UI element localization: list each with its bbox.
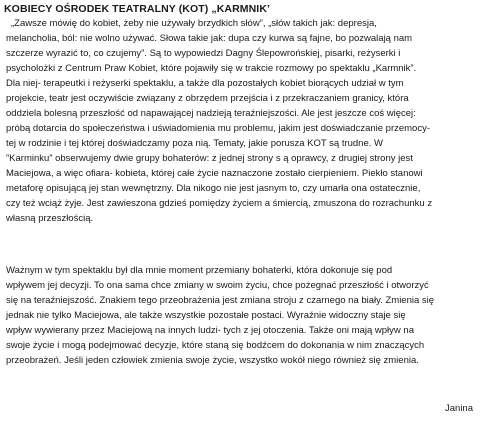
text-line: tej w rodzinie i tej której doświadczamy poza nią. Tematy, jakie porusza KOT są trudne. W — [6, 138, 383, 149]
text-line: wpływem jej decyzji. To ona sama chce zmiany w swoim życiu, chce pożegnać przeszłość i otworzyć — [6, 280, 429, 291]
text-line: się na teraźniejszość. Znakiem tego przeobrażenia jest zmiana stroju z czarnego na biały. Zmienia się — [6, 295, 435, 306]
text-line: czy też wciąż żyje. Jest zawieszona gdzieś pomiędzy życiem a śmiercią, zmuszona do rozrachunku z — [6, 198, 433, 209]
text-line: swoje życie i mogą podejmować decyzje, które staną się bodźcem do dokonania w nim znaczących — [6, 340, 425, 351]
author-signature: Janina — [445, 403, 473, 414]
text-line: Ważnym w tym spektaklu był dla mnie moment przemiany bohaterki, która dokonuje się pod — [6, 265, 393, 276]
document-title: KOBIECY OŚRODEK TEATRALNY (KOT) „KARMNIK’ — [4, 3, 271, 15]
text-line: Maciejowa, a więc ofiara- kobieta, której całe życie naznaczone zostało cierpieniem. Piekło stanowi — [6, 168, 423, 179]
text-line: ”Karminku” obserwujemy dwie grupy bohaterów: z jednej strony s ą oprawcy, z drugiej strony jest — [6, 153, 413, 164]
text-line: psycholożki z Centrum Praw Kobiet, które pojawiły się w trakcie rozmowy po spektaklu „Karmnik”. — [6, 63, 417, 74]
text-line: jednak nie tylko Maciejowa, ale także wszystkie pozostałe postaci. Wyraźnie widoczny staje się — [6, 310, 406, 321]
text-line: przeobrażeń. Jeśli jeden człowiek zmienia swoje życie, wszystko wokół niego również się zmienia. — [6, 355, 419, 366]
text-line: metaforę opisującą jej stan wewnętrzny. Dla nikogo nie jest jasnym to, czy umarła ona ostatecznie, — [6, 183, 421, 194]
text-line: szczerze wyrazić to, co czujemy”. Są to wypowiedzi Dagny Ślepowrońskiej, pisarki, reżyserki i — [6, 48, 401, 59]
text-line: Dla niej- terapeutki i reżyserki spektaklu, a także dla pozostałych kobiet biorących udział w tym — [6, 78, 404, 89]
text-line: wpływ wywierany przez Maciejową na innych ludzi- tych z jej otoczenia. Także oni mają wpływ na — [6, 325, 414, 336]
text-line: „Zawsze mówię do kobiet, żeby nie używały brzydkich słów”, „słów takich jak: depresja, — [11, 18, 377, 29]
text-line: własną przeszłością. — [6, 213, 94, 224]
text-line: melancholia, ból: nie wolno używać. Słowa takie jak: dupa czy kurwa są fajne, bo pozwalają nam — [6, 33, 413, 44]
text-line: projekcie, teatr jest oczywiście związany z obrzędem przejścia i z przekraczaniem granicy, która — [6, 93, 409, 104]
paragraph-1 — [6, 16, 476, 226]
text-line: oddziela bolesną przeszłość od napawającej nadzieją teraźniejszości. Ale jest jeszcze coś więcej: — [6, 108, 416, 119]
text-line: próbą dotarcia do społeczeństwa i uświadomienia mu problemu, jakim jest doświadczanie przemocy- — [6, 123, 431, 134]
paragraph-2 — [6, 263, 476, 368]
